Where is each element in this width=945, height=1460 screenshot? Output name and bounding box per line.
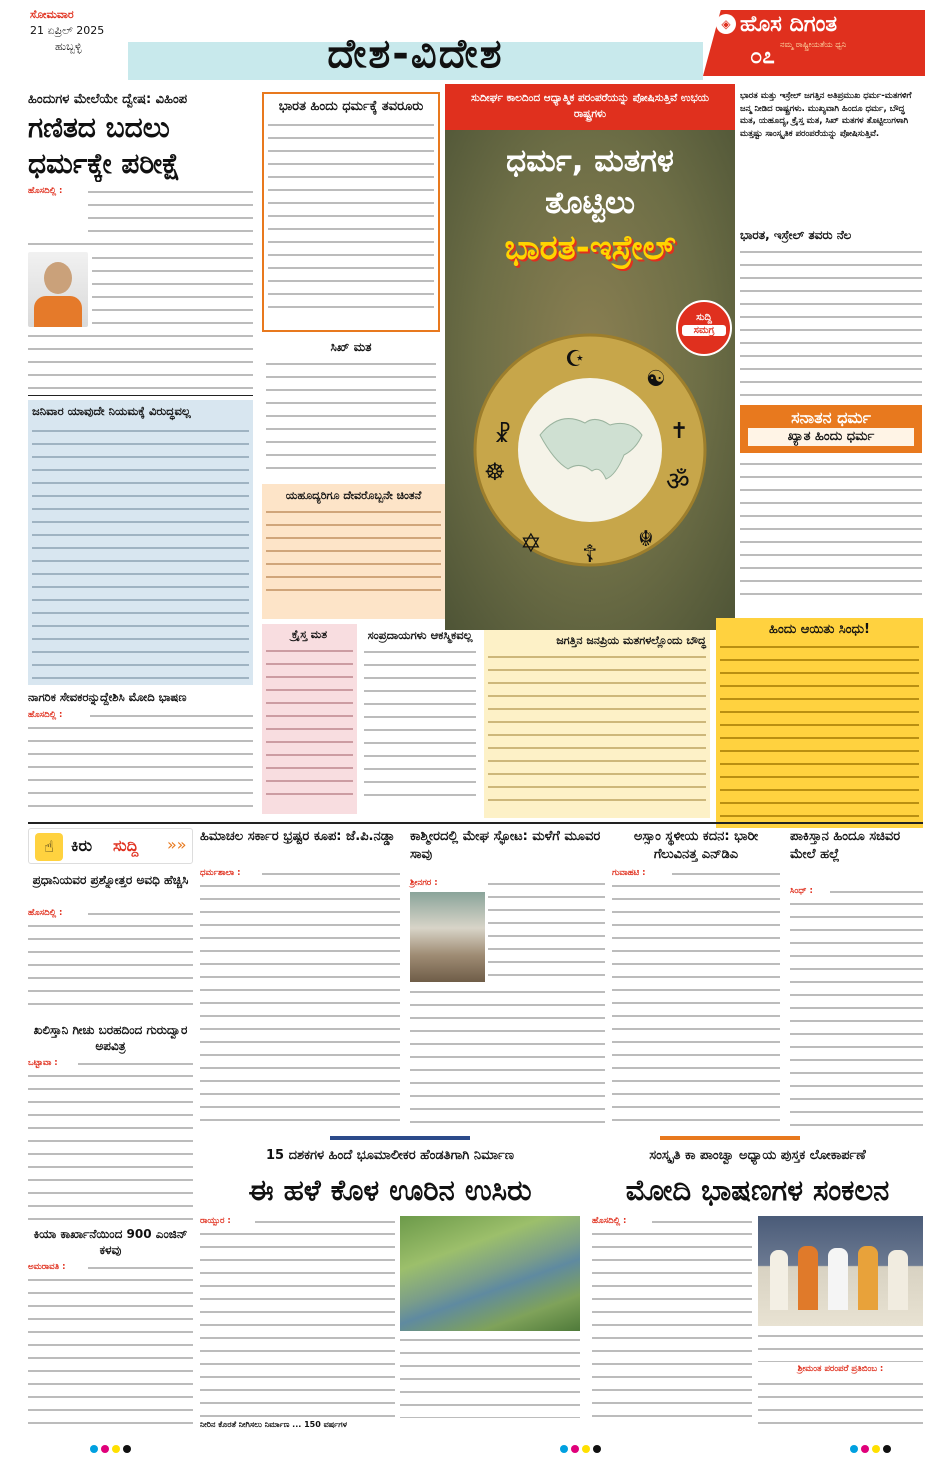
religions-wheel xyxy=(470,330,710,570)
page-number: ೦೭ xyxy=(750,44,775,69)
feature-banner xyxy=(445,84,735,130)
box-christian-title: ಕ್ರೈಸ್ತ ಮತ xyxy=(291,628,328,641)
pond-body-2 xyxy=(200,1228,395,1418)
book-body xyxy=(652,1216,752,1228)
registration-marks-2 xyxy=(560,1438,604,1457)
day-label: ಸೋಮವಾರ xyxy=(30,8,74,21)
box-traditions-body xyxy=(364,646,476,796)
story-pakistan-title: ಪಾಕಿಸ್ತಾನ ಹಿಂದೂ ಸಚಿವರ ಮೇಲೆ ಹಲ್ಲೆ xyxy=(790,829,901,862)
story-assam-body xyxy=(672,868,780,880)
book-launch-photo xyxy=(758,1216,923,1326)
sanatana-title: ಸನಾತನ ಧರ್ಮ xyxy=(791,408,871,427)
logo-lamp-icon: ◈ xyxy=(716,14,736,34)
paper-name: ಹೊಸ ದಿಗಂತ xyxy=(740,12,838,37)
kiru-d1: ಹೊಸದಿಲ್ಲಿ : xyxy=(28,908,63,918)
blue-divider xyxy=(200,1136,923,1140)
pond-caption: ನೀರಿನ ಕೊರತೆ ನೀಗಿಸಲು ನಿರ್ಮಾಣ ... 150 ವರ್ಷಗಳ xyxy=(200,1420,347,1429)
right-body-1 xyxy=(740,246,922,396)
kiru-hand-icon: ☝ xyxy=(35,833,63,861)
book-kicker: ಸಂಸ್ಕೃತಿ ಕಾ ಪಾಂಚ್ವಾ ಅಧ್ಯಾಯ ಪುಸ್ತಕ ಲೋಕಾರ್ಪಣೆ xyxy=(649,1148,866,1163)
story-assam-body-2 xyxy=(612,880,780,1130)
kiru-d3: ಅಮರಾವತಿ : xyxy=(28,1262,66,1272)
story-pakistan-dateline: ಸಿಂಧ್ : xyxy=(790,886,813,896)
story-kashmir-body-2 xyxy=(410,986,605,1130)
right-intro-text: ಭಾರತ ಮತ್ತು ಇಸ್ರೇಲ್ ಜಗತ್ತಿನ ಅತಿಪ್ರಮುಖ ಧರ್ಮ-ಮತಗಳಿಗೆ ಜನ್ಮ ನೀಡಿದ ರಾಷ್ಟ್ರಗಳು. ಮುಖ್ಯವಾಗಿ ಹಿಂದೂ ಧರ್ಮ, ಬೌದ್ಧ ಮತ, ಯಹೂದ್ಯ, ಕ್ರೈಸ್ತ ಮತ, ಸಿಖ್ ಮತಗಳ ತೊಟ್ಟಿಲುಗಳಾಗಿ ಮತ್ತಷ್ಟು ಸಾಂಸ್ಕೃತಿಕ ಪರಂಪರೆಯನ್ನು ಪೋಷಿಸುತ್ತಿವೆ. xyxy=(740,91,912,139)
story-himachal-body-2 xyxy=(200,880,400,1130)
author-photo xyxy=(28,252,88,327)
kiru-label-a: ಕಿರು xyxy=(71,836,93,855)
janivara-box xyxy=(28,400,253,685)
story-assam-dateline: ಗುವಾಹಟಿ : xyxy=(612,868,646,878)
feature-title-1: ಧರ್ಮ, ಮತಗಳ ತೊಟ್ಟಿಲು xyxy=(506,143,674,221)
cross-icon: ✝ xyxy=(670,419,689,444)
story-himachal-title: ಹಿಮಾಚಲ ಸರ್ಕಾರ ಭ್ರಷ್ಟರ ಕೂಪ: ಜೆ.ಪಿ.ನಡ್ಡಾ xyxy=(200,829,396,844)
box-buddhism-title: ಜಗತ್ತಿನ ಜನಪ್ರಿಯ ಮತಗಳಲ್ಲೊಂದು ಬೌದ್ಧ xyxy=(556,634,706,647)
kiru-d2: ಒಟ್ಟಾವಾ : xyxy=(28,1058,58,1068)
story-himachal-dateline: ಧರ್ಮಶಾಲಾ : xyxy=(200,868,241,878)
box-jewish-body xyxy=(266,506,441,598)
pond-kicker: 15 ದಶಕಗಳ ಹಿಂದೆ ಭೂಮಾಲೀಕರ ಹೆಂಡತಿಗಾಗಿ ನಿರ್ಮಾಣ xyxy=(266,1148,514,1163)
kiru-b3b xyxy=(28,1274,193,1424)
kiru-h1: ಪ್ರಧಾನಿಯವರ ಪ್ರಶ್ನೋತ್ತರ ಅವಧಿ ಹೆಚ್ಚಿಸಿ xyxy=(32,873,189,887)
sanatana-heading xyxy=(740,405,922,453)
story-assam-title: ಅಸ್ಸಾಂ ಸ್ಥಳೀಯ ಕದನ: ಭಾರೀ ಗೆಲುವಿನತ್ತ ಎನ್‌ಡಿಎ xyxy=(633,829,759,862)
box-sikh-title: ಸಿಖ್ ಮತ xyxy=(330,340,372,354)
date-label: 21 ಏಪ್ರಿಲ್ 2025 xyxy=(30,24,105,37)
story-pakistan-body xyxy=(830,886,923,898)
box-hindu-body xyxy=(268,119,434,309)
star-of-david-icon: ✡ xyxy=(520,529,542,559)
book-body-2 xyxy=(592,1228,752,1428)
kiru-logo xyxy=(28,828,193,864)
box-hindu-title: ಭಾರತ ಹಿಂದು ಧರ್ಮಕ್ಕೆ ತವರೂರು xyxy=(278,99,424,114)
sindhu-body xyxy=(720,641,919,821)
sindhu-title: ಹಿಂದು ಆಯಿತು ಸಿಂಧು! xyxy=(769,622,870,637)
feature-banner-text: ಸುದೀರ್ಘ ಕಾಲದಿಂದ ಆಧ್ಯಾತ್ಮಿಕ ಪರಂಪರೆಯನ್ನು ಪೋಷಿಸುತ್ತಿವೆ ಉಭಯ ರಾಷ್ಟ್ರಗಳು xyxy=(470,92,710,120)
divider xyxy=(28,395,253,396)
date-block xyxy=(30,8,125,68)
section-divider xyxy=(28,822,923,824)
box-traditions-title: ಸಂಪ್ರದಾಯಗಳು ಆಕಸ್ಮಿಕವಲ್ಲ xyxy=(367,628,473,642)
lead-body-3 xyxy=(28,330,253,390)
lead-body xyxy=(88,186,253,238)
right-intro xyxy=(740,90,922,218)
kiru-b2 xyxy=(78,1058,193,1070)
box-traditions xyxy=(360,624,480,814)
janivara-title: ಜನಿವಾರ ಯಾವುದೇ ನಿಯಮಕ್ಕೆ ವಿರುದ್ಧವಲ್ಲ xyxy=(32,404,191,418)
right-h1: ಭಾರತ, ಇಸ್ರೇಲ್ ತವರು ನೆಲ xyxy=(740,228,852,242)
box-buddhism xyxy=(484,630,710,818)
pond-headline: ಈ ಹಳೆ ಕೊಳ ಊರಿನ ಉಸಿರು xyxy=(248,1173,532,1207)
story-kashmir-dateline: ಶ್ರೀನಗರ : xyxy=(410,878,438,888)
masthead xyxy=(0,0,945,84)
paper-tagline: ನಮ್ಮ ರಾಷ್ಟ್ರೀಯತೆಯ ಧ್ವನಿ xyxy=(780,40,847,49)
yin-yang-icon: ☯ xyxy=(646,367,666,392)
dharma-wheel-icon: ☸ xyxy=(484,458,506,486)
box-buddhism-body xyxy=(488,651,706,801)
right-body-2 xyxy=(740,458,922,603)
civic-dateline: ಹೊಸದಿಲ್ಲಿ : xyxy=(28,710,63,720)
kiru-b1 xyxy=(88,908,193,920)
section-title: ದೇಶ-ವಿದೇಶ xyxy=(327,31,504,77)
box-jewish-title: ಯಹೂದ್ಯರಿಗೂ ದೇವರೊಬ್ಬನೇ ಚಿಂತನೆ xyxy=(285,489,422,502)
story-kashmir-title: ಕಾಶ್ಮೀರದಲ್ಲಿ ಮೇಘ ಸ್ಫೋಟ: ಮಳೆಗೆ ಮೂವರ ಸಾವು xyxy=(410,829,601,862)
janivara-body xyxy=(32,425,249,680)
pond-photo xyxy=(400,1216,580,1331)
kashmir-photo xyxy=(410,892,485,982)
box-hindu-home xyxy=(262,92,440,332)
book-quote: ಶ್ರೀಮಂತ ಪರಂಪರೆ ಪ್ರತಿಬಿಂಬ : xyxy=(797,1364,884,1374)
civic-body-2 xyxy=(28,722,253,817)
story-kashmir-body xyxy=(488,878,605,983)
lead-headline: ಗಣಿತದ ಬದಲು ಧರ್ಮಕ್ಕೇ ಪರೀಕ್ಷೆ xyxy=(28,111,181,180)
book-body-4 xyxy=(758,1378,923,1428)
kiru-b2b xyxy=(28,1070,193,1220)
fish-icon: ☧ xyxy=(494,423,512,448)
place-label: ಹುಬ್ಬಳ್ಳಿ xyxy=(55,40,82,53)
story-himachal-body xyxy=(262,868,400,880)
lead-kicker: ಹಿಂದುಗಳ ಮೇಲೆಯೇ ದ್ವೇಷ: ವಿಹಿಂಪ xyxy=(28,92,188,107)
kiru-b3 xyxy=(88,1262,193,1274)
book-body-3 xyxy=(758,1330,923,1362)
badge-line-2: ಸಮಗ್ರ xyxy=(682,325,726,336)
box-sikh xyxy=(262,336,440,481)
feature-title-2: ಭಾರತ-ಇಸ್ರೇಲ್ xyxy=(504,228,676,268)
book-dateline: ಹೊಸದಿಲ್ಲಿ : xyxy=(592,1216,627,1226)
book-headline: ಮೋದಿ ಭಾಷಣಗಳ ಸಂಕಲನ xyxy=(625,1173,890,1207)
registration-marks xyxy=(90,1438,134,1457)
lead-dateline: ಹೊಸದಿಲ್ಲಿ : xyxy=(28,186,63,196)
civic-headline: ನಾಗರಿಕ ಸೇವಕರನ್ನುದ್ದೇಶಿಸಿ ಮೋದಿ ಭಾಷಣ xyxy=(28,690,187,704)
lead-body-2 xyxy=(92,252,253,330)
crescent-icon: ☪ xyxy=(565,347,585,372)
om-icon: ॐ xyxy=(666,467,690,497)
orthodox-cross-icon: ☦ xyxy=(582,540,598,568)
box-christian xyxy=(262,624,357,814)
khanda-icon: ☬ xyxy=(638,527,654,552)
sanatana-subtitle: ಖ್ಯಾತ ಹಿಂದು ಧರ್ಮ xyxy=(748,428,914,446)
kiru-label-b: ಸುದ್ದಿ xyxy=(113,836,139,855)
kiru-b1b xyxy=(28,920,193,1015)
pond-body xyxy=(255,1216,395,1228)
badge-line-1: ಸುದ್ದಿ xyxy=(696,312,712,323)
pond-dateline: ರಾಯ್ಪುರ : xyxy=(200,1216,231,1226)
lead-body-wide xyxy=(28,238,253,248)
box-jewish xyxy=(262,484,445,619)
registration-marks-3 xyxy=(850,1438,894,1457)
kiru-chevrons-icon: »» xyxy=(167,835,187,854)
kiru-h2: ಖಲಿಸ್ತಾನಿ ಗೀಚು ಬರಹದಿಂದ ಗುರುದ್ವಾರ ಅಪವಿತ್ರ xyxy=(33,1023,188,1053)
civic-body xyxy=(90,710,253,722)
story-pakistan-body-2 xyxy=(790,898,923,1130)
box-sikh-body xyxy=(266,358,436,473)
sindhu-box xyxy=(716,618,923,828)
pond-body-3 xyxy=(400,1334,580,1418)
kiru-h3: ಕಿಯಾ ಕಾರ್ಖಾನೆಯಿಂದ 900 ಎಂಜಿನ್ ಕಳವು xyxy=(33,1227,188,1257)
box-christian-body xyxy=(266,645,353,805)
